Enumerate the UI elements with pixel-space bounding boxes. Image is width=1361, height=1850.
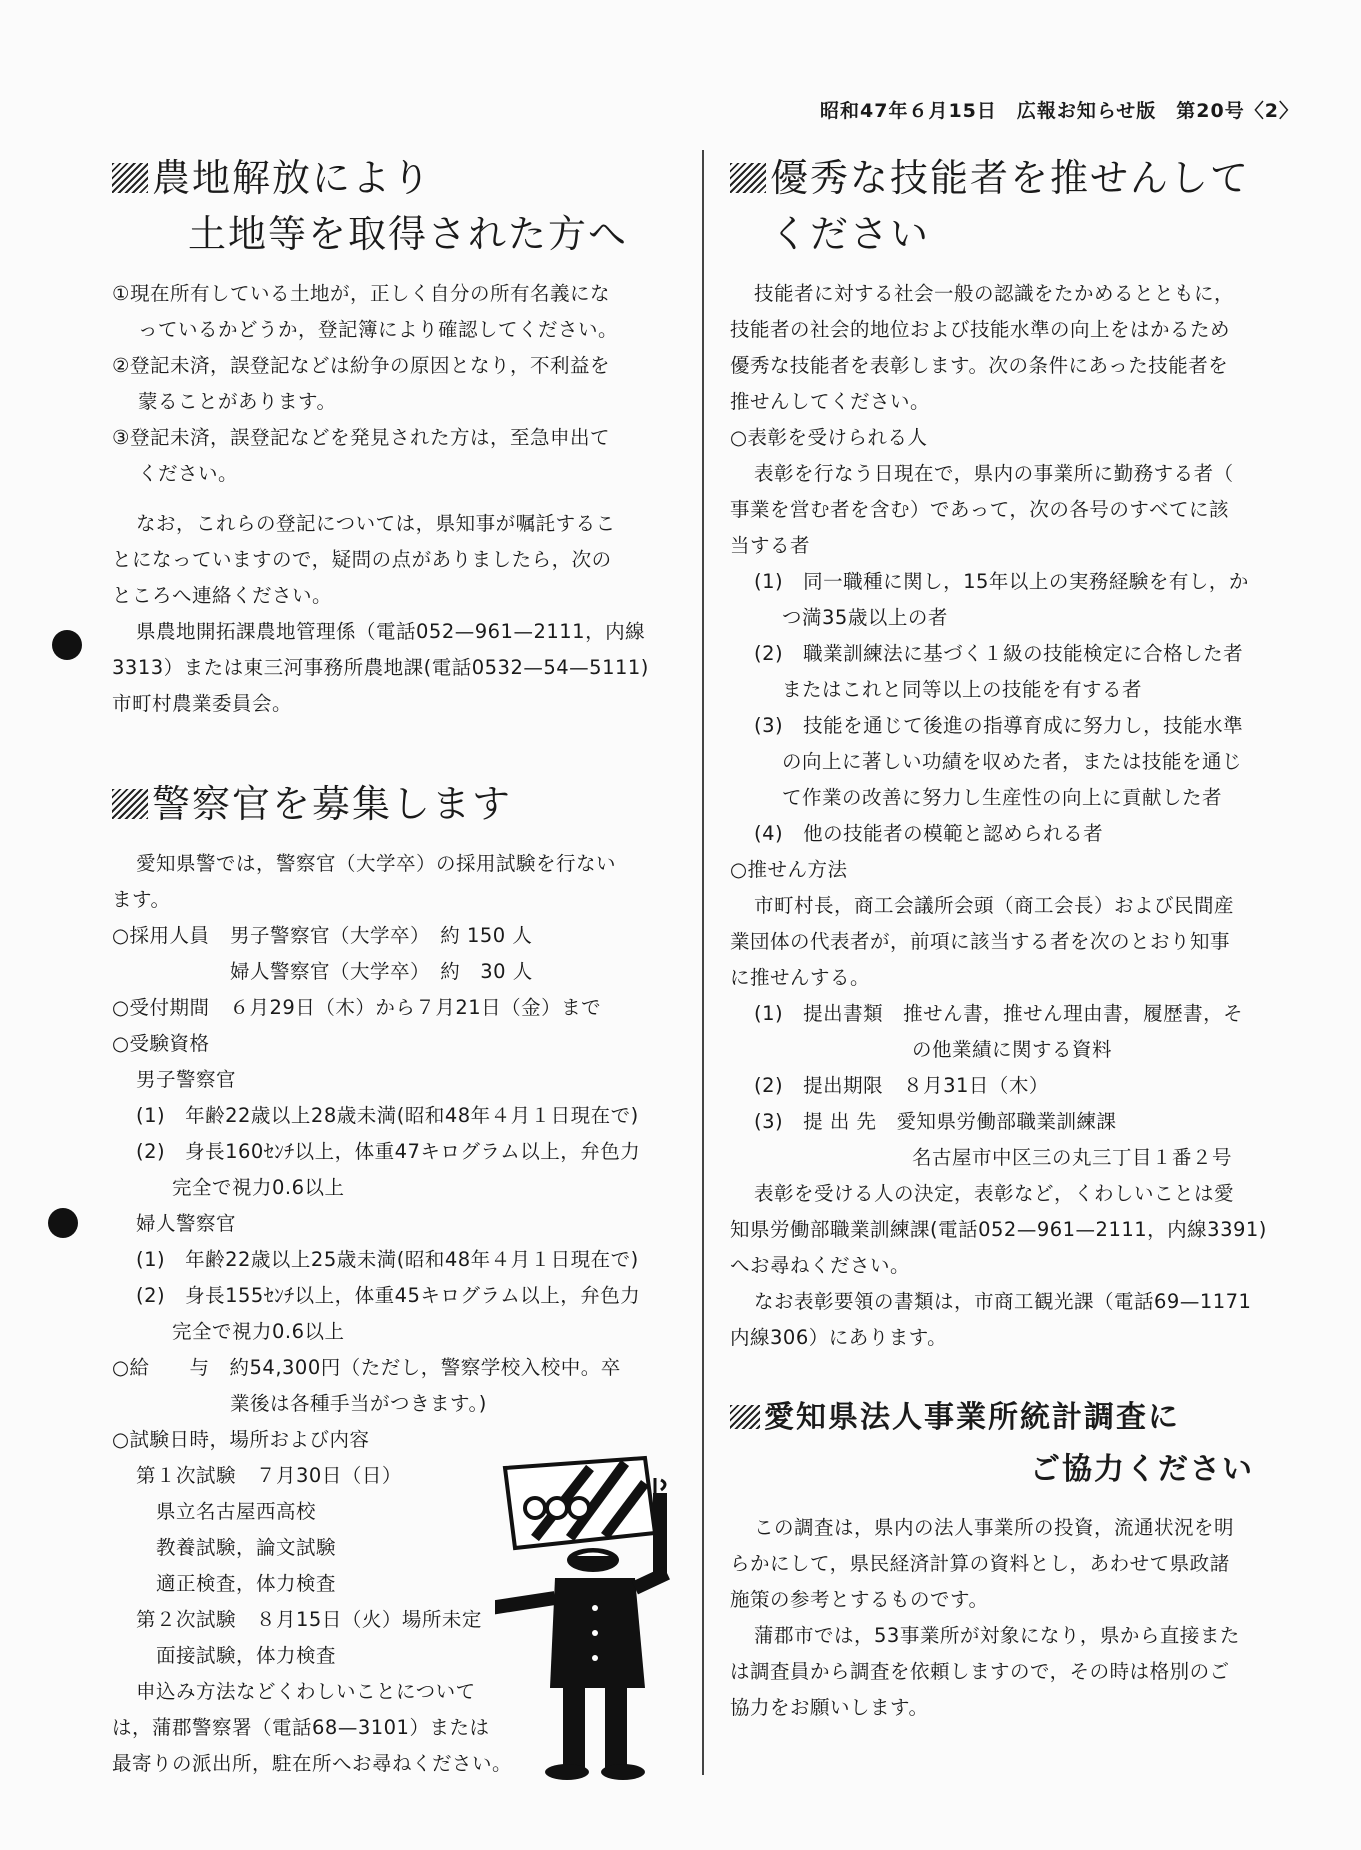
- submit-item: の他業績に関する資料: [912, 1038, 1113, 1061]
- article-title-survey: [730, 1392, 1298, 1496]
- paragraph-line: 当する者: [730, 534, 811, 557]
- title-line: ご協力ください: [1030, 1452, 1254, 1487]
- article-title-police: [112, 776, 682, 832]
- condition-item: (4) 他の技能者の模範と認められる者: [754, 822, 1104, 845]
- right-column: [730, 150, 1298, 1726]
- period-line: ○受付期間 ６月29日（木）から７月21日（金）まで: [112, 996, 602, 1019]
- list-item: ①現在所有している土地が，正しく自分の所有名義にな: [112, 282, 610, 305]
- paragraph-line: 3313）または東三河事務所農地課(電話0532—54—5111): [112, 656, 649, 679]
- title-line: 優秀な技能者を推せんして: [770, 156, 1251, 200]
- paragraph-line: 技能者の社会的地位および技能水準の向上をはかるため: [730, 318, 1231, 341]
- exam-line: 適正検査，体力検査: [156, 1572, 337, 1595]
- section-label: ○試験日時，場所および内容: [112, 1428, 370, 1451]
- column-divider: [702, 150, 704, 1775]
- paragraph-line: なお，これらの登記については，県知事が嘱託するこ: [136, 512, 616, 535]
- condition-item: またはこれと同等以上の技能を有する者: [782, 678, 1143, 701]
- contact-line: 最寄りの派出所，駐在所へお尋ねください。: [112, 1752, 513, 1775]
- article-title-skilled-workers: [730, 150, 1298, 262]
- title-line: 警察官を募集します: [152, 782, 513, 826]
- article-title-farmland: [112, 150, 682, 262]
- section-label: ○推せん方法: [730, 858, 848, 881]
- condition-item: (1) 同一職種に関し，15年以上の実務経験を有し，か: [754, 570, 1249, 593]
- list-item: (1) 年齢22歳以上28歳未満(昭和48年４月１日現在で): [136, 1104, 639, 1127]
- submit-item: (2) 提出期限 ８月31日（木）: [754, 1074, 1049, 1097]
- exam-line: 第１次試験 ７月30日（日）: [136, 1464, 402, 1487]
- condition-item: て作業の改善に努力し生産性の向上に貢献した者: [782, 786, 1223, 809]
- submit-item: 名古屋市中区三の丸三丁目１番２号: [912, 1146, 1233, 1169]
- police-officer-illustration: [495, 1438, 695, 1788]
- submit-item: (3) 提 出 先 愛知県労働部職業訓練課: [754, 1110, 1117, 1133]
- paragraph-line: 事業を営む者を含む）であって，次の各号のすべてに該: [730, 498, 1230, 521]
- title-line: 農地解放により: [152, 156, 433, 200]
- list-item: (1) 年齢22歳以上25歳未満(昭和48年４月１日現在で): [136, 1248, 639, 1271]
- punch-hole-mark: [52, 630, 82, 660]
- paragraph-line: とになっていますので，疑問の点がありましたら，次の: [112, 548, 612, 571]
- paragraph-line: なお表彰要領の書類は，市商工観光課（電話69—1171: [754, 1290, 1252, 1313]
- hatch-mark-icon: [730, 1405, 760, 1429]
- paragraph-line: 蒲郡市では，53事業所が対象になり，県から直接また: [754, 1624, 1240, 1647]
- hatch-mark-icon: [730, 163, 766, 193]
- paragraph-line: 施策の参考とするものです。: [730, 1588, 989, 1611]
- exam-line: 第２次試験 ８月15日（火）場所未定: [136, 1608, 482, 1631]
- salary-line: ○給 与 約54,300円（ただし，警察学校入校中。卒: [112, 1356, 621, 1379]
- exam-line: 県立名古屋西高校: [156, 1500, 317, 1523]
- list-item: 完全で視力0.6以上: [172, 1176, 345, 1199]
- farmland-items: [112, 276, 682, 492]
- recruit-row: [112, 918, 682, 954]
- contact-line: は，蒲郡警察署（電話68—3101）または: [112, 1716, 490, 1739]
- paragraph-line: 業団体の代表者が，前項に該当する者を次のとおり知事: [730, 930, 1231, 953]
- paragraph-line: は調査員から調査を依頼しますので，その時は格別のご: [730, 1660, 1230, 1683]
- title-line: ください: [770, 212, 931, 256]
- title-line: 土地等を取得された方へ: [188, 212, 629, 256]
- paragraph-line: 協力をお願いします。: [730, 1696, 929, 1719]
- hatch-mark-icon: [112, 789, 148, 819]
- paragraph-line: 優秀な技能者を表彰します。次の条件にあった技能者を: [730, 354, 1229, 377]
- submit-item: (1) 提出書類 推せん書，推せん理由書，履歴書，そ: [754, 1002, 1244, 1025]
- sub-label: 婦人警察官: [136, 1212, 237, 1235]
- list-item: ください。: [138, 462, 239, 485]
- page-header: 昭和47年６月15日 広報お知らせ版 第20号〈2〉: [820, 100, 1299, 122]
- punch-hole-mark: [48, 1208, 78, 1238]
- list-item: 蒙ることがあります。: [138, 390, 337, 413]
- paragraph-line: 表彰を受ける人の決定，表彰など，くわしいことは愛: [754, 1182, 1235, 1205]
- paragraph-line: 推せんしてください。: [730, 390, 931, 413]
- paragraph-line: 市町村農業委員会。: [112, 692, 293, 715]
- paragraph-line: らかにして，県民経済計算の資料とし，あわせて県政諸: [730, 1552, 1230, 1575]
- paragraph-line: 内線306）にあります。: [730, 1326, 948, 1349]
- salary-line: 業後は各種手当がつきます。): [230, 1392, 487, 1415]
- paragraph-line: 技能者に対する社会一般の認識をたかめるとともに，: [754, 282, 1235, 305]
- farmland-note: [112, 506, 682, 722]
- sub-label: 男子警察官: [136, 1068, 237, 1091]
- section-label: ○表彰を受けられる人: [730, 426, 928, 449]
- paragraph-line: に推せんする。: [730, 966, 871, 989]
- hatch-mark-icon: [112, 163, 148, 193]
- condition-item: (3) 技能を通じて後進の指導育成に努力し，技能水準: [754, 714, 1244, 737]
- paragraph-line: 県農地開拓課農地管理係（電話052—961—2111，内線: [136, 620, 646, 643]
- paragraph-line: 表彰を行なう日現在で，県内の事業所に勤務する者（: [754, 462, 1234, 485]
- condition-item: つ満35歳以上の者: [782, 606, 948, 629]
- field-value: 男子警察官（大学卒） 約 150 人: [230, 924, 533, 947]
- list-item: 完全で視力0.6以上: [172, 1320, 345, 1343]
- list-item: ②登記未済，誤登記などは紛争の原因となり，不利益を: [112, 354, 610, 377]
- list-item: (2) 身長155ｾﾝﾁ以上，体重45キログラム以上，弁色力: [136, 1284, 641, 1307]
- paragraph-line: 知県労働部職業訓練課(電話052—961—2111，内線3391): [730, 1218, 1267, 1241]
- paragraph-line: へお尋ねください。: [730, 1254, 911, 1277]
- field-value: 婦人警察官（大学卒） 約 30 人: [230, 960, 533, 983]
- list-item: (2) 身長160ｾﾝﾁ以上，体重47キログラム以上，弁色力: [136, 1140, 641, 1163]
- exam-line: 面接試験，体力検査: [156, 1644, 337, 1667]
- contact-line: 申込み方法などくわしいことについて: [136, 1680, 476, 1703]
- exam-line: 教養試験，論文試験: [156, 1536, 337, 1559]
- condition-item: (2) 職業訓練法に基づく１級の技能検定に合格した者: [754, 642, 1244, 665]
- title-line: 愛知県法人事業所統計調査に: [764, 1400, 1180, 1435]
- condition-item: の向上に著しい功績を収めた者，または技能を通じ: [782, 750, 1243, 773]
- paragraph-line: 愛知県警では，警察官（大学卒）の採用試験を行ない: [136, 852, 617, 875]
- paragraph-line: ます。: [112, 888, 171, 911]
- section-label: ○受験資格: [112, 1032, 210, 1055]
- paragraph-line: ところへ連絡ください。: [112, 584, 333, 607]
- list-item: ③登記未済，誤登記などを発見された方は，至急申出て: [112, 426, 610, 449]
- field-label: ○採用人員: [112, 924, 210, 947]
- paragraph-line: この調査は，県内の法人事業所の投資，流通状況を明: [754, 1516, 1235, 1539]
- paragraph-line: 市町村長，商工会議所会頭（商工会長）および民間産: [754, 894, 1235, 917]
- list-item: っているかどうか，登記簿により確認してください。: [138, 318, 619, 341]
